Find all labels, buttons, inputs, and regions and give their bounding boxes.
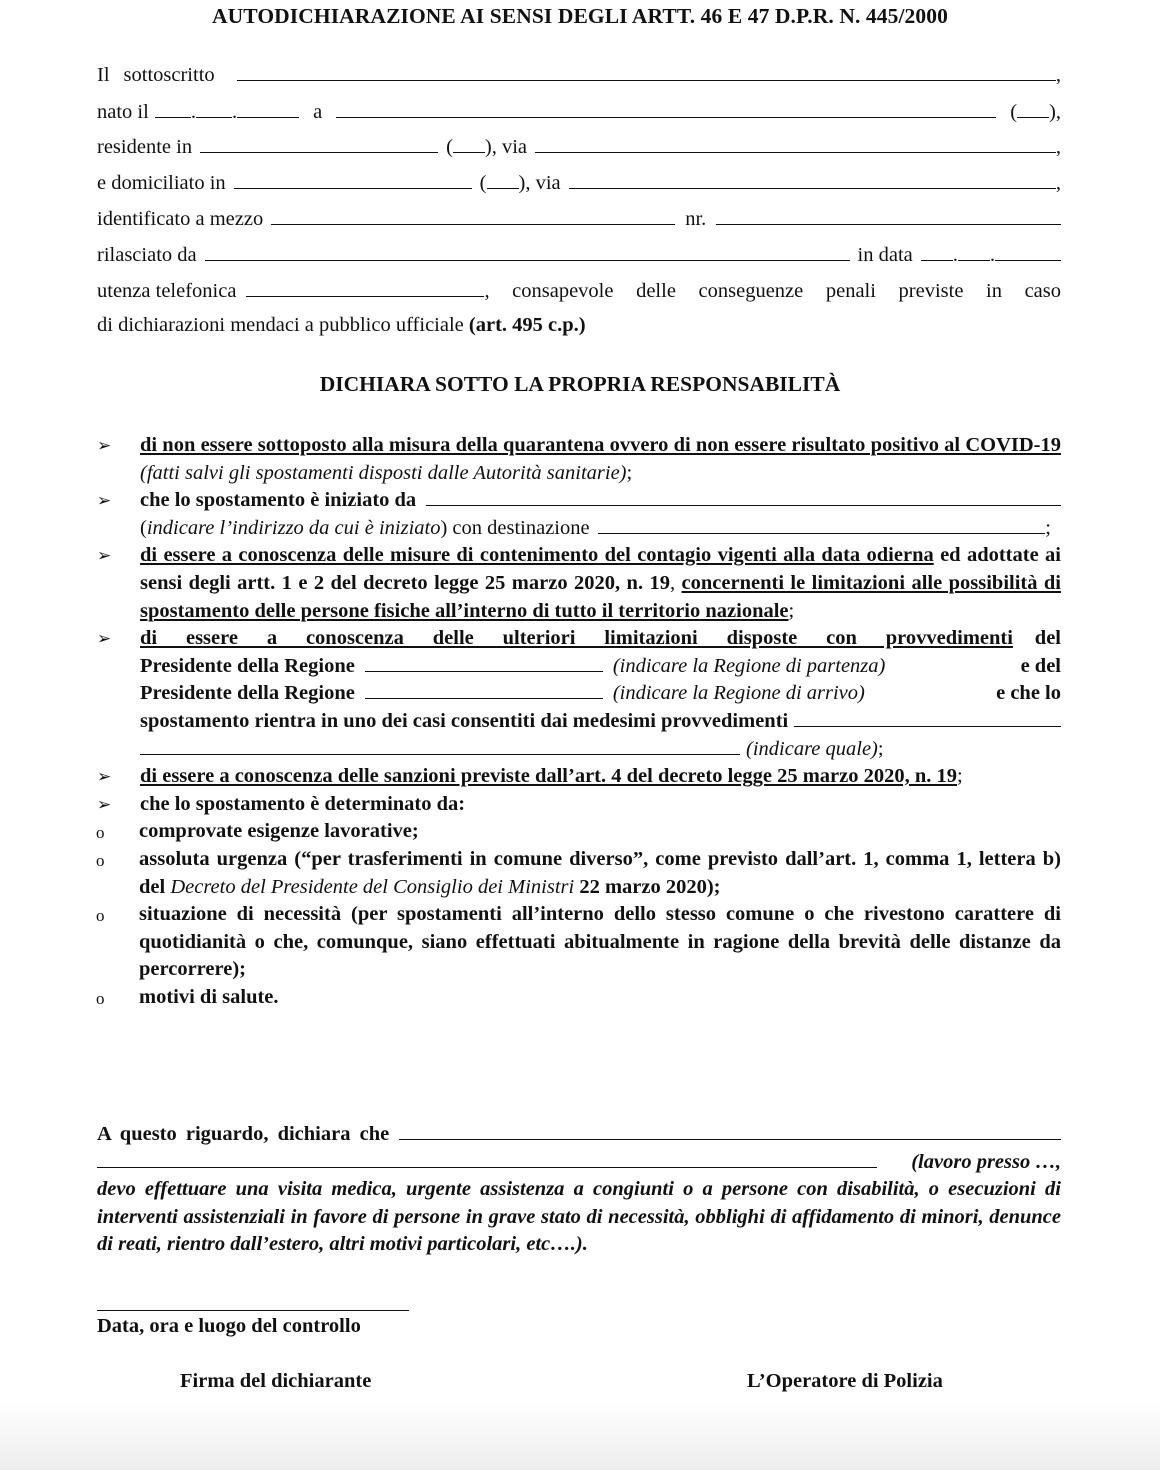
phone-field[interactable] xyxy=(246,278,484,297)
punctuation: ; xyxy=(1045,516,1051,539)
declaration-list xyxy=(97,432,1061,1011)
row-rilasciato xyxy=(97,242,1061,270)
label-nr: nr. xyxy=(685,208,707,230)
comma: , xyxy=(1055,172,1061,194)
start-address-field[interactable] xyxy=(426,487,1061,506)
label-sottoscritto: sottoscritto xyxy=(123,64,215,86)
option-text: comprovate esigenze lavorative; xyxy=(139,820,419,843)
reason-examples: devo effettuare una visita medica, urgente assistenza a congiunti o a persone con disabilità, o esecuzioni di interventi assistenziali in favore di persone in grave stato di necessità, obblighi di affidamento di minori, denunce di reati, rientro dall’estero, altri motivi particolari, etc….). xyxy=(97,1178,1061,1255)
limitazioni-text: concernenti le limitazioni alle possibilità di spostamento delle persone fisiche all’interno di tutto il territorio nazionale xyxy=(140,571,1061,622)
label-identificato: identificato a mezzo xyxy=(97,208,264,230)
row-identificato xyxy=(97,206,1061,234)
data-ora-luogo-label: Data, ora e luogo del controllo xyxy=(97,1315,361,1337)
option-text: motivi di salute. xyxy=(139,985,279,1008)
label-rilasciato: rilasciato da xyxy=(97,244,197,266)
comma: , xyxy=(1055,136,1061,158)
option-salute[interactable] xyxy=(54,984,1061,1012)
punctuation: ; xyxy=(957,765,963,788)
list-item-sanzioni xyxy=(97,763,1061,791)
circle-bullet-icon: o xyxy=(96,906,105,926)
riguardo-section xyxy=(97,1121,1061,1259)
list-item-determinato xyxy=(97,791,1061,819)
start-address-hint: indicare l’indirizzo da cui è iniziato xyxy=(146,516,441,539)
domicile-street-field[interactable] xyxy=(569,170,1056,189)
label-nato-il: nato il xyxy=(97,101,149,123)
control-place-line[interactable] xyxy=(97,1310,409,1311)
row-nato xyxy=(97,99,1061,127)
issue-day-field[interactable] xyxy=(921,242,953,261)
paren: ), xyxy=(1049,101,1061,123)
id-document-field[interactable] xyxy=(271,206,675,225)
e-del-text: e del xyxy=(1020,654,1061,677)
riguardo-label: A questo riguardo, dichiara che xyxy=(97,1123,390,1145)
date-separator: . xyxy=(231,101,238,123)
label-utenza: utenza telefonica xyxy=(97,280,237,302)
arrow-bullet-icon: ➢ xyxy=(97,794,112,814)
del-text: del xyxy=(1012,627,1061,650)
lavoro-presso-hint: (lavoro presso …, xyxy=(911,1150,1061,1173)
paren: ( xyxy=(446,136,453,158)
punctuation: ; xyxy=(626,461,633,484)
id-number-field[interactable] xyxy=(716,206,1061,225)
determinato-label: che lo spostamento è determinato da: xyxy=(140,792,466,815)
option-lavorative[interactable] xyxy=(54,818,1061,846)
consapevole-text: , consapevole delle conseguenze penali previste in caso xyxy=(484,280,1061,302)
arrival-region-hint: (indicare la Regione di arrivo) xyxy=(612,682,865,705)
row-sottoscritto xyxy=(97,62,1061,90)
allowed-case-field-2[interactable] xyxy=(140,736,740,755)
reason-field-1[interactable] xyxy=(399,1121,1061,1140)
arrival-region-field[interactable] xyxy=(365,680,603,699)
paren: ) xyxy=(484,136,492,158)
row-domiciliato xyxy=(97,170,1061,198)
option-text: 22 marzo 2020); xyxy=(574,875,721,898)
row-utenza xyxy=(97,278,1061,306)
list-item-quarantena xyxy=(97,432,1061,487)
arrow-bullet-icon: ➢ xyxy=(97,629,112,649)
label-il: Il xyxy=(97,64,110,86)
e-che-lo-text: e che lo xyxy=(996,682,1061,705)
punctuation: ; xyxy=(877,737,884,760)
birth-province-field[interactable] xyxy=(1017,99,1049,118)
issued-by-field[interactable] xyxy=(205,242,850,261)
option-text: assoluta urgenza (“per trasferimenti in comune diverso”, come previsto dall’art. 1, comma 1, lettera b) del xyxy=(139,847,1061,898)
birth-month-field[interactable] xyxy=(196,99,232,118)
destination-field[interactable] xyxy=(598,515,1046,534)
circle-bullet-icon: o xyxy=(96,850,105,870)
sottoscritto-field[interactable] xyxy=(237,62,1056,81)
dpcm-reference: Decreto del Presidente del Consiglio dei Ministri xyxy=(170,875,575,898)
comma: , xyxy=(1055,64,1061,86)
presidente-regione-label: Presidente della Regione xyxy=(140,682,355,705)
operatore-polizia-label: L’Operatore di Polizia xyxy=(747,1370,943,1392)
spostamento-rientra-text: spostamento rientra in uno dei casi consentiti dai medesimi provvedimenti xyxy=(140,709,789,732)
misure-text: di essere a conoscenza delle misure di contenimento del contagio vigenti alla data odierna xyxy=(140,544,934,567)
label-a: a xyxy=(313,101,323,123)
residence-city-field[interactable] xyxy=(200,134,438,153)
birth-day-field[interactable] xyxy=(155,99,191,118)
date-separator: . xyxy=(952,244,958,266)
punctuation: , xyxy=(670,571,682,594)
departure-region-field[interactable] xyxy=(365,653,603,672)
arrow-bullet-icon: ➢ xyxy=(97,436,112,455)
option-urgenza[interactable] xyxy=(54,846,1061,901)
label-via: , via xyxy=(525,172,561,194)
decreto-reference: ed adottate ai sensi degli artt. 1 e 2 del decreto legge 25 marzo 2020, n. 19 xyxy=(140,544,1061,594)
date-separator: . xyxy=(989,244,995,266)
row-residente xyxy=(97,134,1061,162)
label-domiciliato: e domiciliato in xyxy=(97,172,226,194)
arrow-bullet-icon: ➢ xyxy=(97,767,112,787)
punctuation: ; xyxy=(788,599,795,622)
list-item-misure xyxy=(97,542,1061,625)
presidente-regione-label: Presidente della Regione xyxy=(140,654,355,677)
ulteriori-text: di essere a conoscenza delle ulteriori limitazioni disposte con provvedimenti xyxy=(140,627,1013,650)
residence-province-field[interactable] xyxy=(453,134,485,153)
issue-month-field[interactable] xyxy=(958,242,990,261)
domicile-city-field[interactable] xyxy=(234,170,472,189)
arrow-bullet-icon: ➢ xyxy=(97,546,112,566)
label-in-data: in data xyxy=(857,244,913,266)
firma-dichiarante-label: Firma del dichiarante xyxy=(180,1370,372,1392)
document-title: AUTODICHIARAZIONE AI SENSI DEGLI ARTT. 46 E 47 D.P.R. N. 445/2000 xyxy=(212,4,948,28)
label-residente: residente in xyxy=(97,136,193,158)
option-text: situazione di necessità (per spostamenti all’interno dello stesso comune o che rivestono carattere di quotidianità o che, comunque, siano effettuati abitualmente in ragione della brevità delle distanze da percorrere); xyxy=(139,903,1061,981)
list-item-ulteriori xyxy=(97,625,1061,763)
departure-region-hint: (indicare la Regione di partenza) xyxy=(612,654,886,677)
birth-place-field[interactable] xyxy=(336,99,996,118)
label-via: , via xyxy=(491,136,528,158)
destinazione-label: ) con destinazione xyxy=(440,516,590,539)
issue-year-field[interactable] xyxy=(995,242,1061,261)
paren: ( xyxy=(140,516,147,539)
row-dichiarazioni xyxy=(97,314,1061,342)
allowed-case-field-1[interactable] xyxy=(794,708,1061,727)
birth-year-field[interactable] xyxy=(237,99,299,118)
sanzioni-text: di essere a conoscenza delle sanzioni previste dall’art. 4 del decreto legge 25 marzo 2020, n. 19 xyxy=(140,765,958,788)
paren: ( xyxy=(479,172,487,194)
quarantena-text: di non essere sottoposto alla misura della quarantena ovvero di non essere risultato positivo al COVID-19 xyxy=(140,434,1061,456)
circle-bullet-icon: o xyxy=(96,988,105,1008)
circle-bullet-icon: o xyxy=(96,823,105,843)
spostamento-iniziato-label: che lo spostamento è iniziato da xyxy=(140,489,417,512)
list-item-spostamento-iniziato xyxy=(97,487,1061,542)
quarantena-note: (fatti salvi gli spostamenti disposti dalle Autorità sanitarie) xyxy=(140,461,627,484)
dichiarazioni-text: di dichiarazioni mendaci a pubblico ufficiale xyxy=(97,314,469,336)
declaration-heading: DICHIARA SOTTO LA PROPRIA RESPONSABILITÀ xyxy=(319,372,841,396)
residence-street-field[interactable] xyxy=(535,134,1056,153)
allowed-case-hint: (indicare quale) xyxy=(746,737,878,760)
date-separator: . xyxy=(190,101,196,123)
paren: ) xyxy=(518,172,526,194)
arrow-bullet-icon: ➢ xyxy=(97,491,112,511)
art-495-reference: (art. 495 c.p.) xyxy=(468,314,586,336)
domicile-province-field[interactable] xyxy=(487,170,519,189)
reason-field-2[interactable] xyxy=(97,1149,877,1168)
option-necessita[interactable] xyxy=(54,901,1061,984)
paren: ( xyxy=(1010,101,1018,123)
